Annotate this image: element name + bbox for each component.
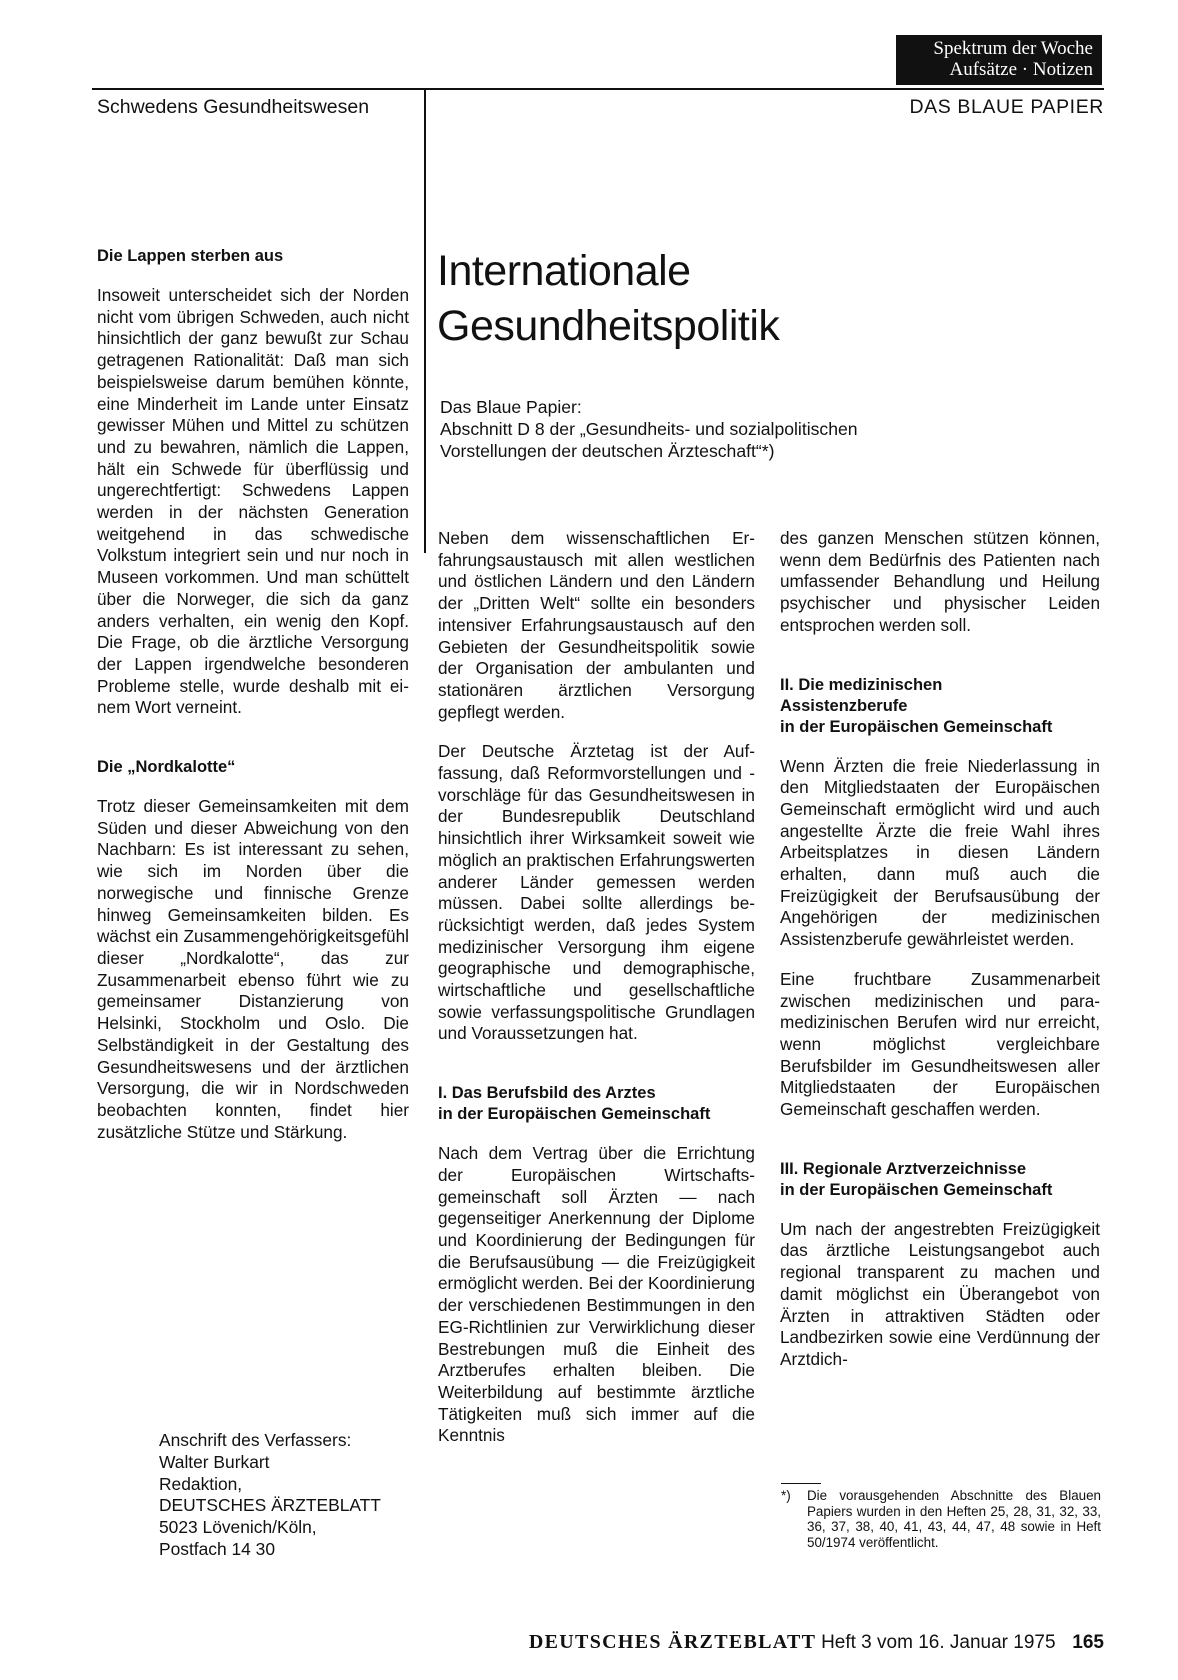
footnote bbox=[781, 1488, 1101, 1550]
badge-line-2: Aufsätze · Notizen bbox=[949, 59, 1093, 80]
footnote-rule bbox=[781, 1483, 821, 1484]
address-line: Postfach 14 30 bbox=[159, 1538, 276, 1559]
address-line: DEUTSCHES ÄRZTEBLATT bbox=[159, 1495, 381, 1516]
article-intro bbox=[440, 396, 858, 462]
address-line: Anschrift des Verfassers: bbox=[159, 1430, 352, 1450]
running-head-left: Schwedens Gesundheitswesen bbox=[97, 96, 370, 118]
section-heading bbox=[438, 1083, 755, 1125]
right-column bbox=[780, 528, 1100, 1389]
title-line: Gesundheitspolitik bbox=[437, 302, 780, 350]
body-paragraph: Nach dem Vertrag über die Errichtung der Europäischen Wirtschaftsgemeinschaft soll Ärzten — nach gegenseitiger Anerkennung der Diplome und Koordinierung der Bedingungen für die Berufsausübung — die Freizügigkeit ermöglicht werden. Bei der Koordinierung der verschiedenen Bestimmungen in den EG-Richtlinien zur Verwirklichung dieser Bestrebungen muß die Einheit des Arztberufes erhalten bleiben. Die Weiterbildung auf bestimmte ärztliche Tätigkeiten muß sich immer auf die Kenntnis bbox=[438, 1143, 755, 1446]
heading-line: II. Die medizinischen bbox=[780, 675, 943, 694]
section-heading: Die Lappen sterben aus bbox=[97, 247, 284, 265]
intro-line: Abschnitt D 8 der „Gesundheits- und sozialpolitischen bbox=[440, 419, 858, 439]
middle-column bbox=[438, 528, 755, 1465]
body-paragraph: Neben dem wissenschaftlichen Erfahrungsaustausch mit allen westlichen und östlichen Ländern und den Ländern der „Dritten Welt“ sollte ein besonders intensiver Erfahrungsaustausch auf den Gebieten der Gesundheitspolitik sowie der Organisation der ambulanten und stationären ärztlichen Versorgung gepflegt werden. bbox=[438, 528, 755, 722]
section-heading: Die „Nordkalotte“ bbox=[97, 758, 236, 777]
issue-info: Heft 3 vom 16. Januar 1975 bbox=[821, 1632, 1056, 1653]
badge-line-1: Spektrum der Woche bbox=[933, 38, 1093, 59]
heading-line: in der Europäischen Gemeinschaft bbox=[780, 717, 1053, 736]
body-paragraph: Insoweit unterscheidet sich der Norden nicht vom übrigen Schweden, auch nicht hinsichtlich der ganz bewußt zur Schau getragenen Rationalität: Daß man sich beispielsweise darum bemühen könnte, eine Minderheit im Lande unter Einsatz gewisser Mühen und Mittel zu schützen und zu bewahren, nämlich die Lappen, hält ein Schwede für überflüssig und ungerechtfertigt: Schwedens Lappen werden in der nächsten Generation weitgehend in das schwedische Volkstum integriert sein und nur noch in Museen vorkommen. Und man schüttelt über die Norweger, die sich da ganz anders verhalten, ein wenig den Kopf. Die Frage, ob die ärztliche Versorgung der Lappen irgendwelche besonderen Probleme stelle, wurde deshalb mit einem Wort verneint. bbox=[97, 285, 409, 718]
heading-line: Assistenzberufe bbox=[780, 696, 908, 715]
heading-line: in der Europäischen Gemeinschaft bbox=[438, 1105, 711, 1124]
body-paragraph: Um nach der angestrebten Freizügigkeit das ärztliche Leistungsangebot auch regional transparent zu machen und damit möglichst ein Überangebot von Ärzten in attraktiven Städten oder Landbezirken sowie eine Verdünnung der Arztdich- bbox=[780, 1218, 1100, 1369]
page-footer bbox=[529, 1631, 1104, 1654]
footnote-text: Die vorausgehenden Abschnitte des Blauen Papiers wurden in den Heften 25, 28, 31, 32, 33, 36, 37, 38, 40, 41, 43, 44, 47, 48 sowie in Heft 50/1974 veröffentlicht. bbox=[807, 1488, 1101, 1550]
section-badge bbox=[896, 35, 1102, 85]
author-address bbox=[159, 1430, 381, 1561]
heading-line: I. Das Berufsbild des Arztes bbox=[438, 1084, 656, 1103]
header-rule bbox=[92, 88, 1104, 90]
left-column bbox=[97, 246, 409, 1161]
heading-line: in der Europäischen Gemeinschaft bbox=[780, 1180, 1053, 1199]
address-line: Walter Burkart bbox=[159, 1451, 270, 1472]
section-heading bbox=[780, 675, 1100, 738]
heading-line: III. Regionale Arztverzeichnisse bbox=[780, 1159, 1027, 1178]
section-heading bbox=[780, 1159, 1100, 1201]
running-head-right: DAS BLAUE PAPIER bbox=[909, 96, 1104, 118]
body-paragraph: Wenn Ärzten die freie Niederlassung in den Mitgliedstaaten der Europäischen Gemeinschaft ermöglicht wird und auch angestellte Ärzte die freie Wahl ihres Arbeitsplatzes in diesen Ländern erhalten, dann muß auch die Freizügigkeit der Berufsausübung der Angehörigen der medizinischen Assistenzberufe gewährleistet werden. bbox=[780, 755, 1100, 950]
intro-line: Vorstellungen der deutschen Ärzteschaft“*) bbox=[440, 441, 775, 461]
article-title bbox=[437, 244, 779, 354]
body-paragraph: Der Deutsche Ärztetag ist der Auffassung, daß Reformvorstellungen und -vorschläge für das Gesundheitswesen in der Bundesrepublik Deutschland hinsichtlich ihrer Wirksamkeit soweit wie möglich an praktischen Erfahrungswerten anderer Länder gemessen werden müssen. Dabei sollte allerdings berücksichtigt werden, daß jedes System medizinischer Versorgung ihm eigene geographische und demographische, wirtschaftliche und gesellschaftliche sowie verfassungspolitische Grundlagen und Voraussetzungen hat. bbox=[438, 741, 755, 1044]
address-line: Redaktion, bbox=[159, 1473, 243, 1494]
body-paragraph: des ganzen Menschen stützen können, wenn dem Bedürfnis des Patienten nach umfassender Behandlung und Heilung psychischer und physischer Leiden entsprochen werden soll. bbox=[780, 528, 1100, 635]
page-number: 165 bbox=[1072, 1632, 1104, 1653]
address-line: 5023 Lövenich/Köln, bbox=[159, 1517, 317, 1538]
intro-line: Das Blaue Papier: bbox=[440, 397, 582, 417]
title-line: Internationale bbox=[437, 247, 691, 295]
journal-name: DEUTSCHES ÄRZTEBLATT bbox=[528, 1631, 817, 1653]
body-paragraph: Eine fruchtbare Zusammenarbeit zwischen medizinischen und paramedizinischen Berufen wird nur erreicht, wenn möglichst vergleichbare Berufsbilder im Gesundheitswesen aller Mitgliedstaaten der Europäischen Gemeinschaft geschaffen werden. bbox=[780, 968, 1100, 1120]
body-paragraph: Trotz dieser Gemeinsamkeiten mit dem Süden und dieser Abweichung von den Nachbarn: Es ist interessant zu sehen, wie sich im Norden über die norwegische und finnische Grenze hinweg Gemeinsamkeiten bilden. Es wächst ein Zusammengehörigkeitsgefühl dieser „Nordkalotte“, das zur Zusammenarbeit ebenso führt wie zu gemeinsamer Distanzierung von Helsinki, Stockholm und Oslo. Die Selbständigkeit in der Gestaltung des Gesundheitswesens und der ärztlichen Versorgung, die wir in Nordschweden beobachten konnten, findet hier zusätzliche Stütze und Stärkung. bbox=[97, 796, 409, 1142]
footnote-marker: *) bbox=[781, 1488, 791, 1503]
column-divider bbox=[424, 88, 426, 553]
